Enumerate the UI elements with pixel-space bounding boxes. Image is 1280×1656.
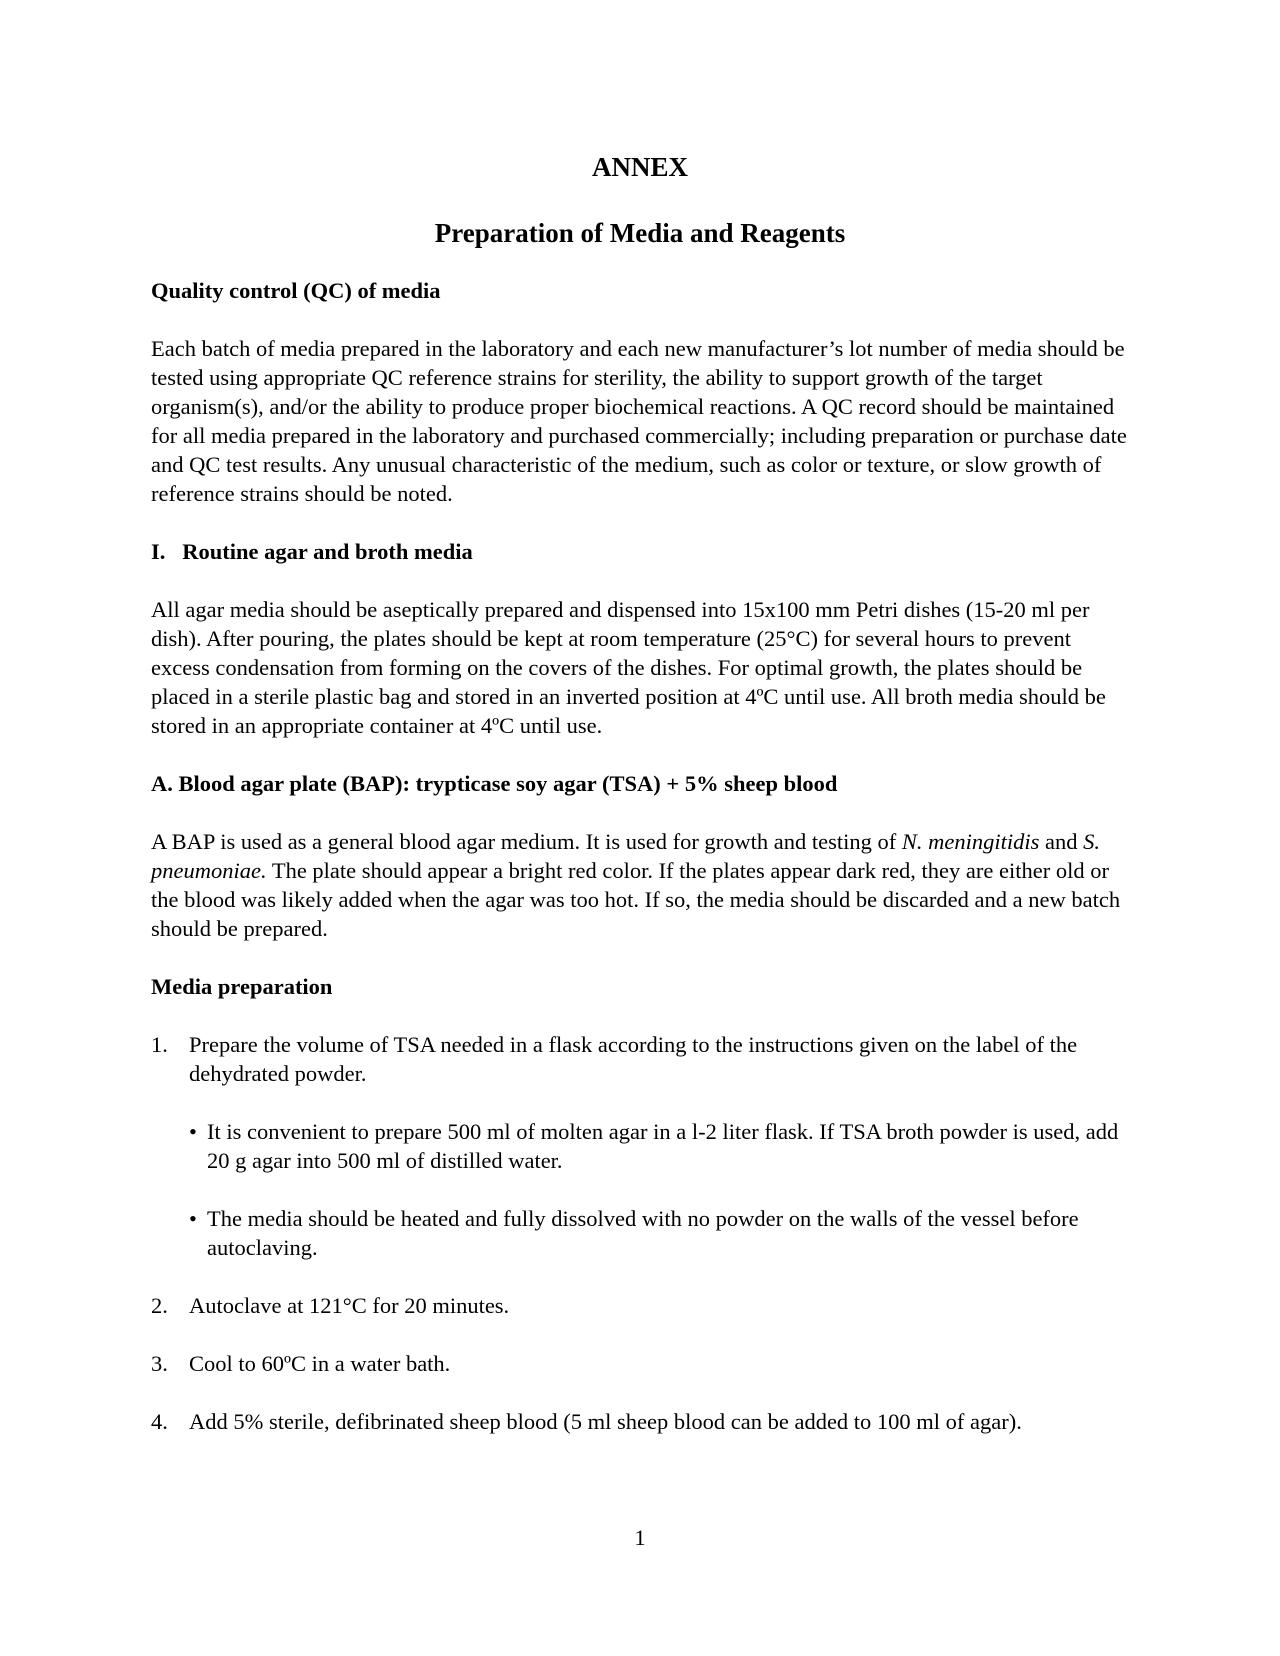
species-s-pneumoniae: S. pneumoniae. — [151, 829, 1101, 883]
step-text: Autoclave at 121°C for 20 minutes. — [189, 1293, 510, 1318]
bullet-icon: • — [189, 1119, 197, 1144]
step-text: Prepare the volume of TSA needed in a flask according to the instructions given on the label of the dehydrated powder. — [189, 1032, 1078, 1086]
bullet-text: The media should be heated and fully dissolved with no powder on the walls of the vessel before autoclaving. — [207, 1206, 1079, 1260]
step-item — [151, 1030, 1129, 1088]
step-item — [151, 1349, 1129, 1378]
step-number: 1. — [151, 1032, 168, 1057]
routine-media-paragraph: All agar media should be aseptically prepared and dispensed into 15x100 mm Petri dishes (15-20 ml per dish). After pouring, the plates should be kept at room temperature (25°C) for several hours to prevent excess condensation from forming on the covers of the dishes. For optimal growth, the plates should be placed in a sterile plastic bag and stored in an inverted position at 4ºC until use. All broth media should be stored in an appropriate container at 4ºC until use. — [151, 597, 1106, 738]
step-text: Cool to 60ºC in a water bath. — [189, 1351, 451, 1376]
bullet-text: It is convenient to prepare 500 ml of molten agar in a l-2 liter flask. If TSA broth powder is used, add 20 g agar into 500 ml of distilled water. — [207, 1119, 1119, 1173]
step-1-bullets — [151, 1117, 1129, 1262]
qc-heading: Quality control (QC) of media — [151, 278, 441, 303]
qc-paragraph: Each batch of media prepared in the laboratory and each new manufacturer’s lot number of media should be tested using appropriate QC reference strains for sterility, the ability to support growth of the target organism(s), and/or the ability to produce proper biochemical reactions. A QC record should be maintained for all media prepared in the laboratory and purchased commercially; including preparation or purchase date and QC test results. Any unusual characteristic of the medium, such as color or texture, or slow growth of reference strains should be noted. — [151, 336, 1127, 506]
step-item — [151, 1407, 1129, 1436]
page-number: 1 — [634, 1525, 646, 1550]
media-prep-heading: Media preparation — [151, 974, 333, 999]
bullet-item — [151, 1204, 1129, 1262]
step-item — [151, 1291, 1129, 1320]
document-subtitle: Preparation of Media and Reagents — [434, 218, 846, 248]
page-content — [151, 150, 1129, 1465]
step-number: 4. — [151, 1409, 168, 1434]
routine-media-heading: I. Routine agar and broth media — [151, 539, 473, 564]
bap-text-and: and — [1039, 829, 1084, 854]
bullet-icon: • — [189, 1206, 197, 1231]
bap-text-part1: A BAP is used as a general blood agar medium. It is used for growth and testing of — [151, 829, 902, 854]
media-prep-steps — [151, 1030, 1129, 1436]
bap-heading: A. Blood agar plate (BAP): trypticase soy agar (TSA) + 5% sheep blood — [151, 771, 838, 796]
step-number: 3. — [151, 1351, 168, 1376]
step-text: Add 5% sterile, defibrinated sheep blood (5 ml sheep blood can be added to 100 ml of agar). — [189, 1409, 1022, 1434]
step-number: 2. — [151, 1293, 168, 1318]
species-n-meningitidis: N. meningitidis — [901, 829, 1040, 854]
bullet-item — [151, 1117, 1129, 1175]
bap-paragraph — [151, 827, 1129, 943]
annex-title: ANNEX — [591, 152, 688, 182]
bap-text-part2: The plate should appear a bright red color. If the plates appear dark red, they are either old or the blood was likely added when the agar was too hot. If so, the media should be discarded and a new batch should be prepared. — [151, 858, 1121, 941]
